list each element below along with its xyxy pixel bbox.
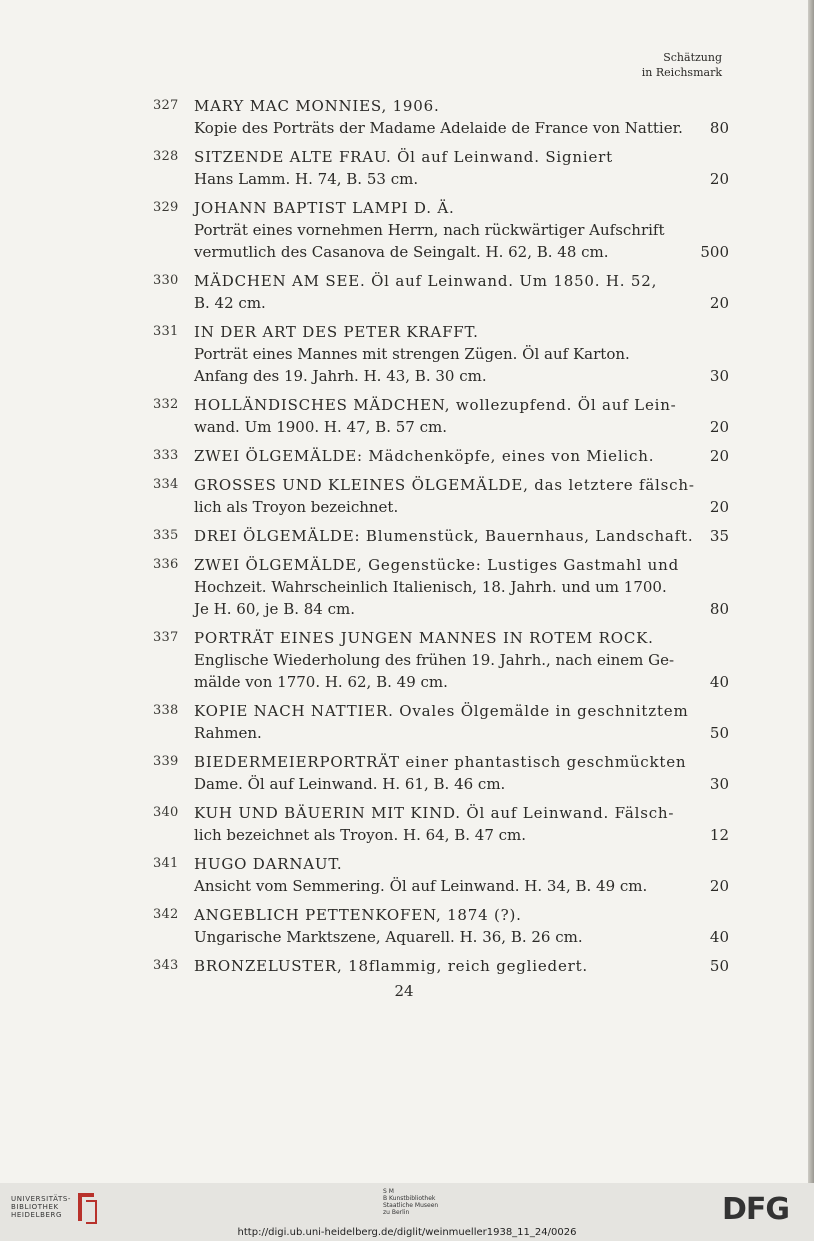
- lot-description-line: Kopie des Porträts der Madame Adelaide de France von Nattier.: [194, 119, 683, 137]
- lot-description: [194, 321, 684, 387]
- museum-line: S M: [383, 1188, 394, 1195]
- lot-estimate: 80: [709, 600, 729, 618]
- lot-number: 333: [153, 448, 179, 463]
- library-line: BIBLIOTHEK: [11, 1203, 59, 1211]
- catalog-entries: [0, 95, 808, 984]
- lot-description: [194, 751, 687, 795]
- lot-number: 336: [153, 557, 179, 572]
- lot-description: [194, 554, 684, 620]
- lot-estimate: 12: [709, 826, 729, 844]
- lot-description-line: Anfang des 19. Jahrh. H. 43, B. 30 cm.: [194, 367, 487, 385]
- lot-description: [194, 904, 684, 948]
- lot-description: [194, 627, 684, 693]
- lot-estimate: 50: [709, 724, 729, 742]
- lot-estimate: 30: [709, 367, 729, 385]
- lot-number: 331: [153, 324, 179, 339]
- lot-description-line: lich bezeichnet als Troyon. H. 64, B. 47 cm.: [194, 826, 527, 844]
- lot-description: [194, 700, 689, 744]
- library-line: UNIVERSITÄTS-: [11, 1195, 72, 1203]
- lot-title-line: ZWEI ÖLGEMÄLDE: Mädchenköpfe, eines von Mielich.: [194, 447, 655, 465]
- lot-title-line: IN DER ART DES PETER KRAFFT.: [194, 323, 479, 341]
- lot-number: 327: [153, 98, 179, 113]
- lot-description-line: Ansicht vom Semmering. Öl auf Leinwand. H. 34, B. 49 cm.: [194, 877, 648, 895]
- lot-description-line: Hans Lamm. H. 74, B. 53 cm.: [194, 170, 419, 188]
- lot-title-line: DREI ÖLGEMÄLDE: Blumenstück, Bauernhaus, Landschaft.: [194, 527, 694, 545]
- lot-description-line: mälde von 1770. H. 62, B. 49 cm.: [194, 673, 448, 691]
- lot-title-line: MARY MAC MONNIES, 1906.: [194, 97, 440, 115]
- dfg-logo: DFG: [722, 1192, 790, 1227]
- lot-title-line: MÄDCHEN AM SEE. Öl auf Leinwand. Um 1850. H. 52,: [194, 272, 658, 290]
- lot-number: 342: [153, 907, 179, 922]
- lot-description: [194, 955, 684, 977]
- library-emblem-icon: [74, 1191, 98, 1225]
- lot-description: [194, 525, 694, 547]
- lot-title-line: ANGEBLICH PETTENKOFEN, 1874 (?).: [194, 906, 522, 924]
- lot-number: 343: [153, 958, 179, 973]
- lot-estimate: 35: [709, 527, 729, 545]
- catalog-entry: [0, 474, 808, 518]
- catalog-entry: [0, 554, 808, 620]
- museum-logo-text: [383, 1188, 438, 1216]
- lot-title-line: KUH UND BÄUERIN MIT KIND. Öl auf Leinwand. Fälsch-: [194, 804, 675, 822]
- catalog-entry: [0, 146, 808, 190]
- catalog-entry: [0, 904, 808, 948]
- lot-title-line: GROSSES UND KLEINES ÖLGEMÄLDE, das letztere fälsch-: [194, 476, 695, 494]
- catalog-entry: [0, 321, 808, 387]
- lot-description: [194, 853, 684, 897]
- museum-line: Staatliche Museen: [383, 1202, 439, 1209]
- lot-estimate: 20: [709, 498, 729, 516]
- lot-estimate: 40: [709, 673, 729, 691]
- lot-number: 330: [153, 273, 179, 288]
- lot-description: [194, 270, 684, 314]
- lot-title-line: SITZENDE ALTE FRAU. Öl auf Leinwand. Signiert: [194, 148, 613, 166]
- header-line-1: Schätzung: [663, 51, 722, 64]
- lot-estimate: 20: [709, 294, 729, 312]
- lot-estimate: 20: [709, 877, 729, 895]
- lot-number: 335: [153, 528, 179, 543]
- lot-estimate: 500: [700, 243, 729, 261]
- lot-number: 341: [153, 856, 179, 871]
- catalog-entry: [0, 95, 808, 139]
- lot-number: 334: [153, 477, 179, 492]
- lot-description: [194, 146, 684, 190]
- catalog-entry: [0, 802, 808, 846]
- lot-description: [194, 802, 684, 846]
- lot-description-line: Dame. Öl auf Leinwand. H. 61, B. 46 cm.: [194, 775, 506, 793]
- catalog-entry: [0, 853, 808, 897]
- lot-title-line: HOLLÄNDISCHES MÄDCHEN, wollezupfend. Öl auf Lein-: [194, 396, 677, 414]
- catalog-entry: [0, 525, 808, 547]
- lot-description-line: Je H. 60, je B. 84 cm.: [194, 600, 356, 618]
- lot-title-line: PORTRÄT EINES JUNGEN MANNES IN ROTEM ROCK.: [194, 629, 654, 647]
- source-url[interactable]: http://digi.ub.uni-heidelberg.de/diglit/weinmueller1938_11_24/0026: [237, 1227, 577, 1238]
- lot-number: 329: [153, 200, 179, 215]
- lot-title-line: HUGO DARNAUT.: [194, 855, 343, 873]
- lot-description-line: lich als Troyon bezeichnet.: [194, 498, 399, 516]
- lot-description-line: B. 42 cm.: [194, 294, 266, 312]
- lot-description: [194, 394, 684, 438]
- museum-line: zu Berlin: [383, 1209, 410, 1216]
- lot-title-line: KOPIE NACH NATTIER. Ovales Ölgemälde in geschnitztem: [194, 702, 689, 720]
- lot-number: 328: [153, 149, 179, 164]
- lot-description-line: Hochzeit. Wahrscheinlich Italienisch, 18. Jahrh. und um 1700.: [194, 578, 667, 596]
- lot-title-line: BRONZELUSTER, 18flammig, reich gegliedert.: [194, 957, 588, 975]
- lot-estimate: 30: [709, 775, 729, 793]
- lot-description-line: Ungarische Marktszene, Aquarell. H. 36, B. 26 cm.: [194, 928, 583, 946]
- lot-number: 339: [153, 754, 179, 769]
- lot-estimate: 20: [709, 418, 729, 436]
- lot-description-line: Porträt eines vornehmen Herrn, nach rückwärtiger Aufschrift: [194, 221, 665, 239]
- page-edge: [808, 0, 814, 1183]
- lot-title-line: JOHANN BAPTIST LAMPI D. Ä.: [194, 199, 455, 217]
- lot-estimate: 40: [709, 928, 729, 946]
- lot-title-line: ZWEI ÖLGEMÄLDE, Gegenstücke: Lustiges Gastmahl und: [194, 556, 679, 574]
- catalog-entry: [0, 445, 808, 467]
- catalog-entry: [0, 627, 808, 693]
- museum-line: B Kunstbibliothek: [383, 1195, 436, 1202]
- lot-number: 337: [153, 630, 179, 645]
- lot-number: 340: [153, 805, 179, 820]
- catalog-entry: [0, 700, 808, 744]
- lot-title-line: BIEDERMEIERPORTRÄT einer phantastisch geschmückten: [194, 753, 687, 771]
- lot-description: [194, 474, 695, 518]
- lot-number: 338: [153, 703, 179, 718]
- library-line: HEIDELBERG: [11, 1211, 62, 1219]
- lot-description-line: Porträt eines Mannes mit strengen Zügen. Öl auf Karton.: [194, 345, 630, 363]
- catalog-entry: [0, 394, 808, 438]
- lot-description-line: wand. Um 1900. H. 47, B. 57 cm.: [194, 418, 447, 436]
- header-line-2: in Reichsmark: [641, 66, 722, 79]
- lot-description-line: vermutlich des Casanova de Seingalt. H. 62, B. 48 cm.: [194, 243, 609, 261]
- footer-bar: [0, 1183, 814, 1241]
- lot-estimate: 50: [709, 957, 729, 975]
- lot-estimate: 80: [709, 119, 729, 137]
- lot-estimate: 20: [709, 170, 729, 188]
- catalog-entry: [0, 197, 808, 263]
- estimate-column-header: [642, 50, 722, 80]
- lot-estimate: 20: [709, 447, 729, 465]
- lot-number: 332: [153, 397, 179, 412]
- lot-description: [194, 95, 684, 139]
- catalog-entry: [0, 751, 808, 795]
- catalog-entry: [0, 955, 808, 977]
- lot-description-line: Rahmen.: [194, 724, 262, 742]
- library-logo-text: [11, 1195, 71, 1219]
- page-number: 24: [394, 982, 414, 1000]
- lot-description: [194, 197, 684, 263]
- catalog-entry: [0, 270, 808, 314]
- lot-description-line: Englische Wiederholung des frühen 19. Jahrh., nach einem Ge-: [194, 651, 675, 669]
- lot-description: [194, 445, 684, 467]
